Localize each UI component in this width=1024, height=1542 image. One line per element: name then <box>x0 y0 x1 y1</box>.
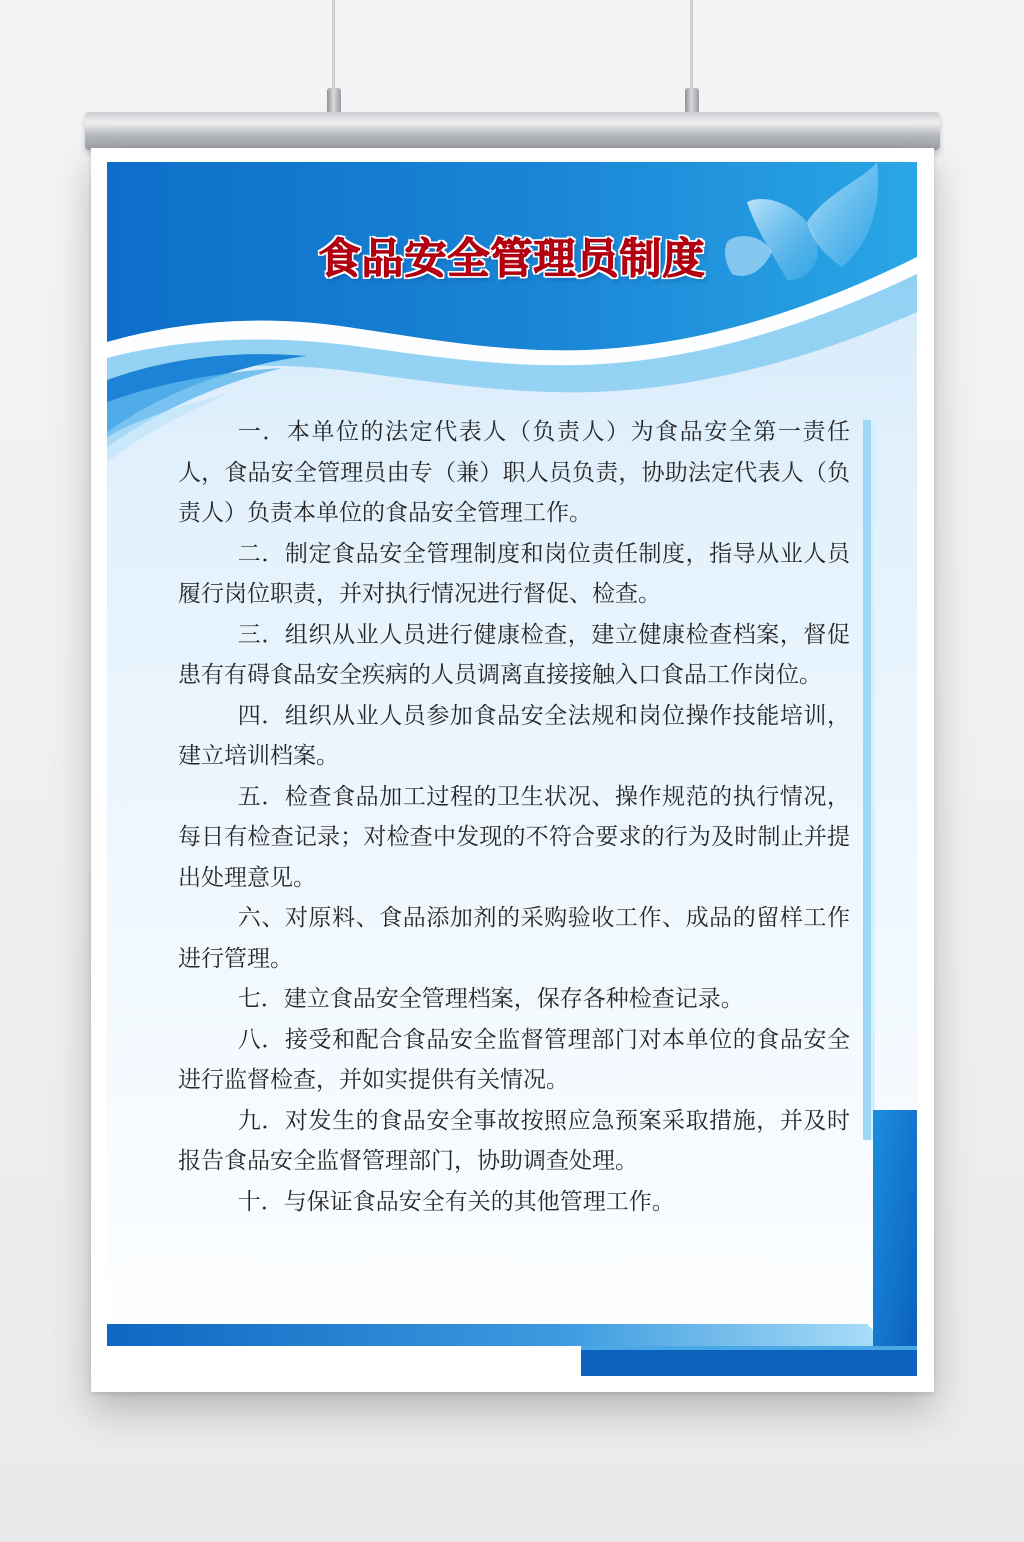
regulation-item: 四．组织从业人员参加食品安全法规和岗位操作技能培训，建立培训档案。 <box>178 702 850 769</box>
hanging-wire-right <box>690 0 693 96</box>
regulation-item: 七．建立食品安全管理档案，保存各种检查记录。 <box>237 986 744 1012</box>
regulation-item: 八．接受和配合食品安全监督管理部门对本单位的食品安全进行监督检查，并如实提供有关情况。 <box>178 1026 850 1093</box>
hanging-wire-left <box>332 0 335 96</box>
regulation-item: 三．组织从业人员进行健康检查，建立健康检查档案，督促患有有碍食品安全疾病的人员调离直接接触入口食品工作岗位。 <box>178 621 850 688</box>
regulation-item: 五．检查食品加工过程的卫生状况、操作规范的执行情况，每日有检查记录；对检查中发现的不符合要求的行为及时制止并提出处理意见。 <box>178 783 850 891</box>
regulation-item: 六、对原料、食品添加剂的采购验收工作、成品的留样工作进行管理。 <box>178 905 850 972</box>
hanging-rail <box>85 112 940 150</box>
wire-clip-left <box>327 88 341 114</box>
regulation-item: 一．本单位的法定代表人（负责人）为食品安全第一责任人，食品安全管理员由专（兼）职人员负责，协助法定代表人（负责人）负责本单位的食品安全管理工作。 <box>178 419 850 526</box>
regulation-item: 九．对发生的食品安全事故按照应急预案采取措施，并及时报告食品安全监督管理部门，协助调查处理。 <box>178 1107 850 1174</box>
wire-clip-right <box>685 88 699 114</box>
regulation-item: 二．制定食品安全管理制度和岗位责任制度，指导从业人员履行岗位职责，并对执行情况进行督促、检查。 <box>178 540 850 607</box>
regulation-text <box>178 412 850 1222</box>
regulation-item: 十．与保证食品安全有关的其他管理工作。 <box>237 1188 675 1215</box>
poster-title: 食品安全管理员制度 <box>318 234 706 283</box>
